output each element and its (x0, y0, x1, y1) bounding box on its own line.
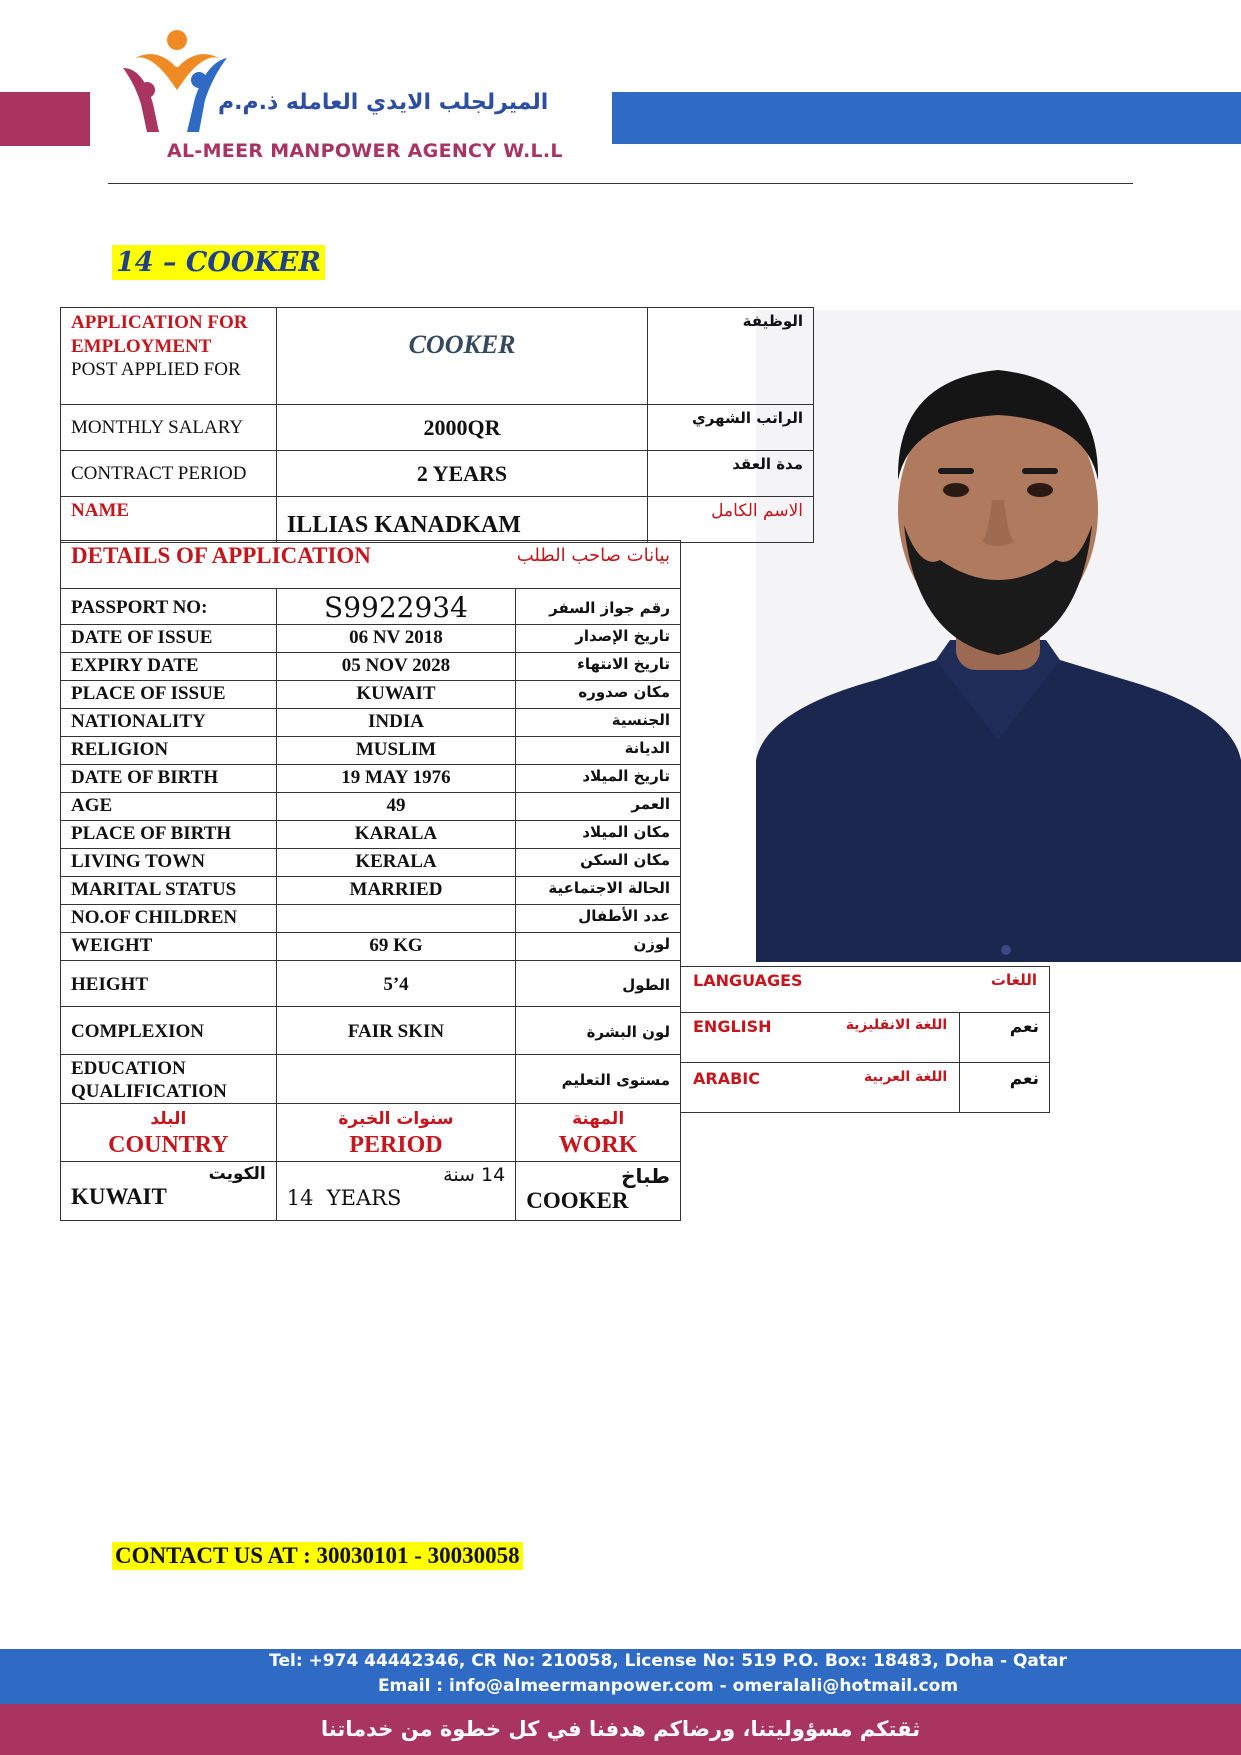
language-row-english (681, 1013, 1050, 1063)
footer-email: Email : info@almeermanpower.com - omeralali@hotmail.com (377, 1676, 959, 1696)
languages-heading-row (681, 967, 1050, 1013)
language-english-answer: نعم (960, 1013, 1050, 1063)
detail-label-arabic: الديانة (516, 737, 681, 765)
detail-value (276, 905, 515, 933)
experience-period-heading (276, 1104, 515, 1162)
languages-heading: LANGUAGES (693, 971, 803, 990)
experience-period-arabic: 14 سنة (443, 1164, 506, 1186)
detail-row (61, 793, 681, 821)
footer-slogan: ثقتكم مسؤوليتنا، ورضاكم هدفنا في كل خطوة من خدماتنا (0, 1704, 1241, 1755)
language-row-arabic (681, 1063, 1050, 1113)
period-heading-arabic: سنوات الخبرة (338, 1109, 454, 1129)
work-heading: WORK (558, 1132, 638, 1158)
brand-name-english: AL-MEER MANPOWER AGENCY W.L.L (167, 140, 563, 162)
detail-label-arabic: العمر (516, 793, 681, 821)
details-heading: DETAILS OF APPLICATION (71, 543, 371, 568)
name-label: NAME (61, 497, 277, 543)
experience-heading-row (61, 1104, 681, 1162)
complexion-value: FAIR SKIN (276, 1007, 515, 1055)
detail-label: DATE OF ISSUE (61, 625, 277, 653)
detail-label-arabic: مكان صدوره (516, 681, 681, 709)
detail-row (61, 653, 681, 681)
detail-label: AGE (61, 793, 277, 821)
detail-value: KARALA (276, 821, 515, 849)
detail-value: KUWAIT (276, 681, 515, 709)
languages-heading-arabic: اللغات (990, 971, 1037, 989)
detail-label: NO.OF CHILDREN (61, 905, 277, 933)
detail-label: DATE OF BIRTH (61, 765, 277, 793)
detail-value: 05 NOV 2028 (276, 653, 515, 681)
details-heading-cell (61, 541, 681, 589)
passport-label: PASSPORT NO: (61, 589, 277, 625)
detail-label-arabic: لوزن (516, 933, 681, 961)
post-label-cell (61, 308, 277, 405)
salary-row (61, 405, 814, 451)
height-label: HEIGHT (61, 961, 277, 1007)
detail-label: NATIONALITY (61, 709, 277, 737)
language-english: ENGLISH (693, 1017, 772, 1036)
post-label: POST APPLIED FOR (71, 359, 241, 380)
brand-name-arabic: الميرلجلب الايدي العامله ذ.م.م (218, 90, 549, 115)
complexion-label-arabic: لون البشرة (516, 1007, 681, 1055)
detail-row (61, 905, 681, 933)
complexion-row (61, 1007, 681, 1055)
experience-period: 14 YEARS (286, 1186, 402, 1210)
education-value (276, 1055, 515, 1104)
height-value: 5’4 (276, 961, 515, 1007)
work-heading-arabic: المهنة (572, 1109, 625, 1129)
detail-row (61, 709, 681, 737)
detail-label: RELIGION (61, 737, 277, 765)
experience-work: COOKER (526, 1188, 629, 1213)
applicant-photo (756, 310, 1241, 962)
name-label-arabic: الاسم الكامل (648, 497, 814, 543)
period-heading: PERIOD (349, 1132, 443, 1158)
contract-value: 2 YEARS (276, 451, 647, 497)
application-table (60, 307, 814, 543)
detail-label-arabic: تاريخ الانتهاء (516, 653, 681, 681)
language-english-cell (681, 1013, 960, 1063)
detail-row (61, 737, 681, 765)
details-heading-arabic: بيانات صاحب الطلب (516, 545, 670, 566)
footer-contact-bar (0, 1649, 1241, 1704)
language-arabic-cell (681, 1063, 960, 1113)
education-label-arabic: مستوى التعليم (516, 1055, 681, 1104)
details-table (60, 540, 681, 1221)
details-heading-row (61, 541, 681, 589)
detail-row (61, 821, 681, 849)
languages-table (680, 966, 1050, 1113)
detail-label: MARITAL STATUS (61, 877, 277, 905)
detail-label-arabic: تاريخ الإصدار (516, 625, 681, 653)
detail-label-arabic: تاريخ الميلاد (516, 765, 681, 793)
detail-value: 69 KG (276, 933, 515, 961)
header-accent-bar-left (0, 92, 90, 146)
detail-label: LIVING TOWN (61, 849, 277, 877)
header-accent-bar-right (612, 92, 1241, 144)
height-row (61, 961, 681, 1007)
detail-value: MUSLIM (276, 737, 515, 765)
detail-label: PLACE OF ISSUE (61, 681, 277, 709)
salary-label: MONTHLY SALARY (61, 405, 277, 451)
detail-value: MARRIED (276, 877, 515, 905)
detail-value: 49 (276, 793, 515, 821)
experience-country-heading (61, 1104, 277, 1162)
experience-country-arabic: الكويت (208, 1164, 266, 1184)
detail-row (61, 765, 681, 793)
post-row (61, 308, 814, 405)
detail-value: KERALA (276, 849, 515, 877)
complexion-label: COMPLEXION (61, 1007, 277, 1055)
detail-row (61, 681, 681, 709)
contract-label: CONTRACT PERIOD (61, 451, 277, 497)
language-arabic-arabic: اللغة العربية (864, 1069, 948, 1085)
detail-value: 19 MAY 1976 (276, 765, 515, 793)
detail-label-arabic: الجنسية (516, 709, 681, 737)
detail-row (61, 849, 681, 877)
height-label-arabic: الطول (516, 961, 681, 1007)
detail-rows (61, 625, 681, 961)
education-row (61, 1055, 681, 1104)
name-row (61, 497, 814, 543)
experience-country: KUWAIT (71, 1184, 167, 1209)
detail-row (61, 933, 681, 961)
experience-country-cell (61, 1162, 277, 1221)
salary-label-arabic: الراتب الشهري (648, 405, 814, 451)
experience-row (61, 1162, 681, 1221)
detail-label-arabic: مكان السكن (516, 849, 681, 877)
salary-value: 2000QR (276, 405, 647, 451)
contract-label-arabic: مدة العقد (648, 451, 814, 497)
country-heading: COUNTRY (108, 1132, 229, 1158)
application-heading: APPLICATION FOR EMPLOYMENT (71, 312, 248, 357)
passport-value: S9922934 (276, 589, 515, 625)
passport-row (61, 589, 681, 625)
company-logo (115, 28, 245, 138)
experience-work-cell (516, 1162, 681, 1221)
job-title: 14 – COOKER (112, 245, 325, 280)
post-value: COOKER (276, 308, 647, 405)
passport-label-arabic: رقم جواز السفر (516, 589, 681, 625)
detail-value: 06 NV 2018 (276, 625, 515, 653)
name-value: ILLIAS KANADKAM (276, 497, 647, 543)
education-label: EDUCATION QUALIFICATION (61, 1055, 277, 1104)
detail-label: PLACE OF BIRTH (61, 821, 277, 849)
contact-line: CONTACT US AT : 30030101 - 30030058 (112, 1542, 523, 1570)
detail-row (61, 877, 681, 905)
experience-work-heading (516, 1104, 681, 1162)
languages-heading-cell (681, 967, 1050, 1013)
detail-row (61, 625, 681, 653)
language-arabic: ARABIC (693, 1069, 760, 1088)
post-label-arabic: الوظيفة (648, 308, 814, 405)
country-heading-arabic: البلد (150, 1109, 187, 1129)
detail-label-arabic: عدد الأطفال (516, 905, 681, 933)
experience-work-arabic: طباخ (621, 1164, 670, 1188)
detail-label: EXPIRY DATE (61, 653, 277, 681)
footer-address: Tel: +974 44442346, CR No: 210058, License No: 519 P.O. Box: 18483, Doha - Qatar (269, 1651, 1067, 1671)
experience-period-cell (276, 1162, 515, 1221)
detail-label-arabic: الحالة الاجتماعية (516, 877, 681, 905)
detail-value: INDIA (276, 709, 515, 737)
language-arabic-answer: نعم (960, 1063, 1050, 1113)
contract-row (61, 451, 814, 497)
detail-label: WEIGHT (61, 933, 277, 961)
header-divider (108, 183, 1133, 184)
language-english-arabic: اللغة الانقليزية (845, 1017, 948, 1033)
detail-label-arabic: مكان الميلاد (516, 821, 681, 849)
